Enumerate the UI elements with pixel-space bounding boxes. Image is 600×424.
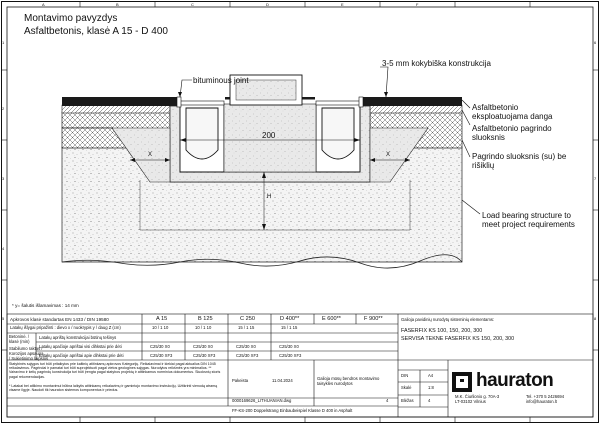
block-row-1-label: Latakų aprištų konstrukcijai būtinų tešinys — [39, 335, 117, 340]
grating-left — [180, 101, 224, 105]
dim-h-text: H — [267, 194, 272, 200]
block-left-label-2: Stabilumo raktas / Korozijos apsauga / Sukietinimo laipsnis — [9, 346, 49, 361]
block-row-3-c250: C25/30 XF3 — [236, 353, 259, 358]
binder-layer-left — [62, 105, 170, 113]
info-right-key-din: DIN — [401, 373, 409, 378]
product-caption: Galioja pavidinių nurodytų sisteminių elementams: — [401, 317, 495, 322]
block-row-2-d400: C25/30 X0 — [279, 344, 299, 349]
info-mid-sheet: 4 — [386, 398, 389, 403]
block-row-3-d400: C25/30 XF3 — [279, 353, 302, 358]
info-right-key-blezas: Blėžas — [401, 398, 414, 403]
binder-layer-right — [370, 105, 462, 113]
block-row-2-a15: C25/30 X0 — [150, 344, 170, 349]
title-line1: Montavimo pavyzdys — [24, 13, 118, 24]
product-line2: SERVISA TEKNE FASERFIX KS 150, 200, 300 — [401, 336, 515, 342]
row-xy-c250: 15 / 1 15 — [238, 325, 255, 330]
label-bituminous-joint: bituminous joint — [193, 76, 249, 85]
class-a15: A 15 — [156, 316, 168, 322]
grid-letter-a: A — [42, 2, 45, 7]
notes2-text: * Latakai bei atlikimo montavimui būtina laikytis atitinkamų reikalavimų ir gamintojo montavimo instrukcijų. Užtikrinti vienodą atramą visame ilgyje. Naudoti tik hauraton sistemos komponentus ir priedus. — [9, 384, 218, 393]
item-number: 0000169626_LITHUANIAN.dwg — [232, 398, 292, 403]
grid-letter-e: E — [341, 2, 344, 7]
label-asfaltbetonio-eksploatuojama: Asfaltbetonio eksploatuojama danga — [472, 103, 553, 121]
info-mid-note: Galioja mūsų bendros montavimo taisyklės nurodytos — [317, 376, 380, 386]
row-xy-a15: 10 / 1 10 — [152, 325, 169, 330]
grid-number-6: 6 — [594, 40, 597, 45]
asphalt-surface-left — [62, 97, 178, 106]
block-row-3-label: Latakų apačioje aprištai apie dihkstai prie dėti — [39, 353, 124, 358]
grid-number-1: 1 — [2, 40, 5, 45]
grid-number-5: 5 — [2, 316, 5, 321]
block-row-3-a15: C25/30 XF3 — [150, 353, 173, 358]
block-row-2-label: Latakų apačioje aprištai visi dihkstai prie dėti — [39, 344, 122, 349]
label-kokybiska: 3-5 mm kokybiška konstrukcija — [382, 59, 491, 68]
info-right-key-skale: Skalė — [401, 385, 412, 390]
grid-number-4: 4 — [2, 246, 5, 251]
grid-number-2: 2 — [2, 106, 5, 111]
block-row-2-b125: C25/30 X0 — [193, 344, 213, 349]
label-load-bearing: Load bearing structure to meet project requirements — [482, 211, 575, 229]
grid-number-7: 7 — [594, 176, 597, 181]
channel-left — [180, 104, 224, 172]
block-row-2-c250: C25/30 X0 — [236, 344, 256, 349]
company-address-2: LT-03102 Vilnius — [455, 399, 486, 404]
info-right-val-blezas: 4 — [428, 398, 431, 403]
label-asfaltbetonio-pagrindo: Asfaltbetonio pagrindo sluoksnis — [472, 124, 552, 142]
footnote: * y= šalutis išlamavimas : 14 mm — [12, 303, 79, 308]
class-f900: F 900** — [364, 316, 383, 322]
grid-letter-f: F — [416, 2, 419, 7]
product-line1: FASERFIX KS 100, 150, 200, 300 — [401, 328, 483, 334]
grating-right — [316, 101, 360, 105]
grid-letter-d: D — [266, 2, 269, 7]
drawing-footer-title: FF-KS-200 Doppelstrang Einbaubeispiel Klasse D 400 in Asphalt — [232, 408, 353, 413]
info-right-val-skale: 1:8 — [428, 385, 434, 390]
block-row-3-b125: C25/30 XF3 — [193, 353, 216, 358]
info-mid-caption: Pakeista — [232, 378, 249, 383]
grid-letter-c: C — [191, 2, 194, 7]
info-right-val-din: A4 — [428, 373, 434, 378]
channel-right — [316, 104, 360, 172]
hauraton-logo-mark-icon — [452, 372, 472, 392]
grid-letter-b: B — [116, 2, 119, 7]
class-c250: C 250 — [240, 316, 255, 322]
label-pagrindo-sluoksnis: Pagrindo sluoksnis (su) be rišiklių — [472, 152, 567, 170]
info-mid-date: 11.04.2024 — [272, 378, 293, 383]
class-e600: E 600** — [322, 316, 341, 322]
row-xy-d400: 15 / 1 15 — [281, 325, 298, 330]
row-xy-b125: 10 / 1 10 — [195, 325, 212, 330]
grid-number-3: 3 — [2, 176, 5, 181]
table-header-label: Apkrovos klasė standartas EN 1433 / DIN 19580 — [10, 317, 109, 322]
class-b125: B 125 — [198, 316, 213, 322]
company-email: info@hauraton.lt — [526, 399, 557, 404]
notes-text: Statybinės sąlygos turi būti pritaikytos prie kaltinių atitinkamų apkrovos Kategorijų. Reikalavimai ir kiekiai pagal aktualius DIN 1045 reikalavimus. Pagrindai ir pamatai turi būti suprojektuoti pagal vietos geologines sąlygas. Nurodytos reikšmės yra minimalios. ** Vairavimo ir kelių pagrindų konstrukcija turi būti įrengta pagal statybos projektą ir atitinkamus norminius dokumentus. Sluoksnių storis pagal rekomendacijas. — [9, 362, 221, 379]
company-address-1: M.K. Čiurlionio g. 70A-3 — [455, 394, 500, 399]
company-phone: Tel. +370 5 2426694 — [526, 394, 565, 399]
company-name: hauraton — [476, 370, 554, 391]
row-xy-label: Latakų išlygai pripažinti : dievo x / nuokrypis y / daug Z (cm) — [10, 325, 121, 330]
asphalt-surface-right — [362, 97, 462, 106]
dim-x-right-text: X — [386, 152, 391, 158]
block-left-label-1: Betoninė. / klasė (min) — [9, 334, 30, 344]
dim-200-text: 200 — [262, 131, 276, 140]
class-d400: D 400** — [280, 316, 300, 322]
grid-number-8: 8 — [594, 316, 597, 321]
dim-x-left-text: X — [148, 152, 153, 158]
title-line2: Asfaltbetonis, klasė A 15 - D 400 — [24, 26, 168, 37]
